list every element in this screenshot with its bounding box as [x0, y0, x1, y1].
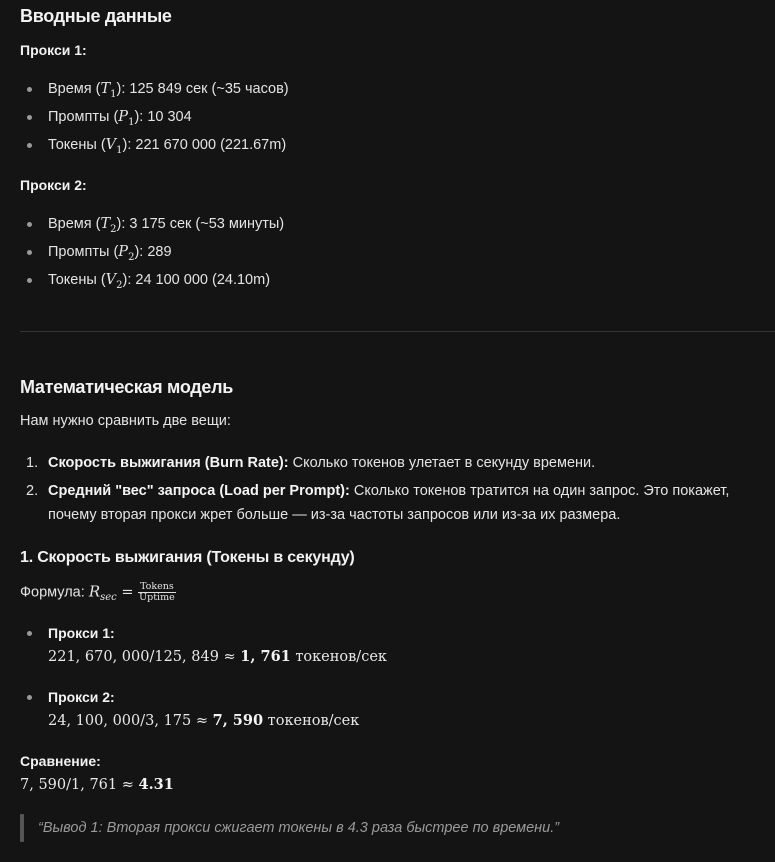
bullet-icon — [27, 222, 32, 227]
list-item: Время $(T_2)$: 3 175 сек (~53 минуты) — [48, 216, 284, 235]
compare-formula: 7, 590/1, 761 ≈ 4.31 — [20, 776, 174, 793]
bullet-icon — [27, 115, 32, 120]
bullet-icon — [27, 87, 32, 92]
burn-proxy2-label: Прокси 2: — [48, 689, 115, 705]
proxy2-label: Прокси 2: — [20, 177, 87, 193]
section-title-model: Математическая модель — [20, 377, 234, 397]
blockquote-bar — [20, 814, 24, 842]
divider — [20, 331, 775, 332]
formula-fraction: $\frac{\text{Tokens}}{\text{Uptime}}$ — [139, 581, 175, 603]
list-item: Промпты $(P_2)$: 289 — [48, 244, 172, 263]
numbered-item-2: 2. Средний "вес" запроса (Load per Prompt): Сколько токенов тратится на один запрос. Это покажет, почему вторая прокси жрет больше — из-за частоты запросов или из-за их размера. — [26, 483, 730, 523]
bullet-icon — [27, 250, 32, 255]
bullet-icon — [27, 143, 32, 148]
bullet-icon — [27, 631, 32, 636]
list-item: Промпты $(P_1)$: 10 304 — [48, 109, 192, 128]
numbered-item-1: 1. Скорость выжигания (Burn Rate): Сколько токенов улетает в секунду времени. — [26, 455, 596, 471]
section-title-burn: 1. Скорость выжигания (Токены в секунду) — [20, 549, 355, 566]
burn-proxy1-formula: 221, 670, 000/125, 849 ≈ 1, 761 токенов/сек — [48, 648, 387, 665]
bullet-icon — [27, 695, 32, 700]
formula: Формула: $R_{sec}$ = $\frac{\text{Tokens}}{\text{Uptime}}$ — [20, 581, 175, 604]
burn-proxy1-label: Прокси 1: — [48, 625, 115, 641]
blockquote-text: “Вывод 1: Вторая прокси сжигает токены в 4.3 раза быстрее по времени.” — [38, 820, 560, 836]
list-item: Токены $(V_2)$: 24 100 000 (24.10m) — [48, 272, 270, 291]
list-item: Время $(T_1)$: 125 849 сек (~35 часов) — [48, 81, 289, 100]
burn-proxy2-formula: 24, 100, 000/3, 175 ≈ 7, 590 токенов/сек — [48, 712, 360, 729]
compare-label: Сравнение: — [20, 753, 101, 769]
bullet-icon — [27, 278, 32, 283]
list-item: Токены $(V_1)$: 221 670 000 (221.67m) — [48, 137, 286, 156]
section-title-input: Вводные данные — [20, 6, 172, 26]
proxy1-label: Прокси 1: — [20, 42, 87, 58]
model-intro: Нам нужно сравнить две вещи: — [20, 413, 231, 429]
